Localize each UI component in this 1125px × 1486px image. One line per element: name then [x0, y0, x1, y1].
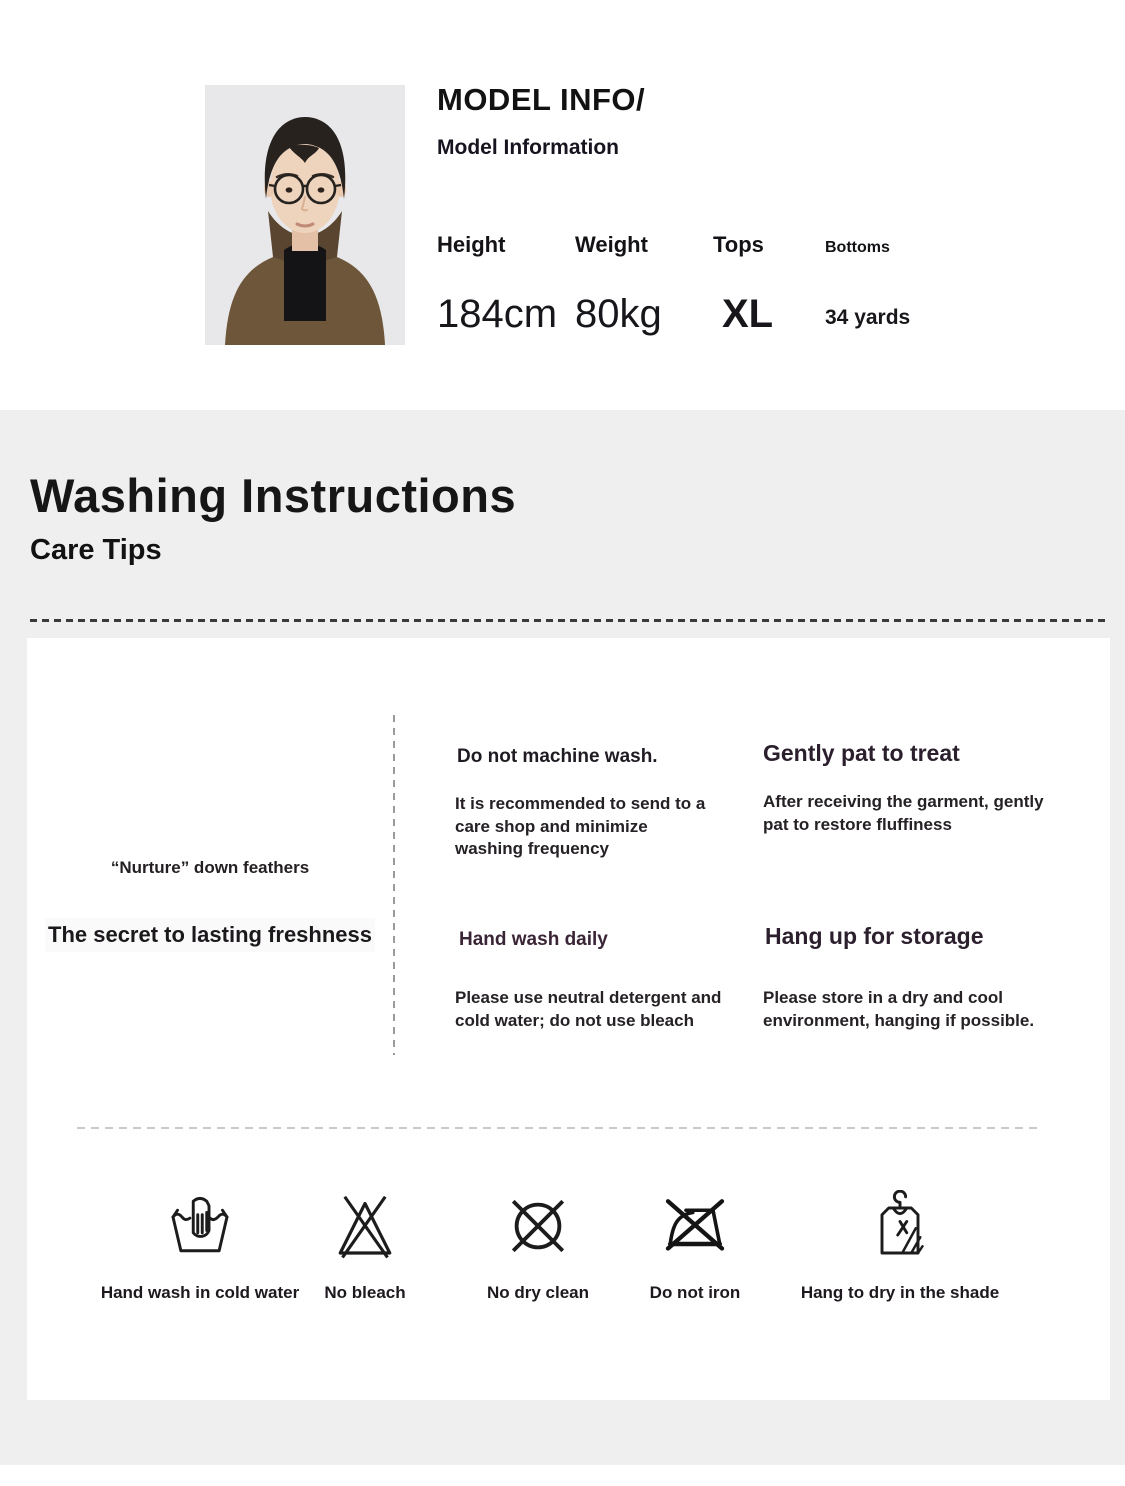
stat-value-tops: XL — [722, 292, 774, 336]
tip-body-hand-wash-daily: Please use neutral detergent and cold water; do not use bleach — [455, 988, 722, 1030]
stat-label-weight: Weight — [575, 232, 648, 257]
hand-wash-icon — [164, 1190, 236, 1262]
hang-dry-shade-icon — [864, 1190, 936, 1262]
tip-body-gently-pat: After receiving the garment, gently pat to restore fluffiness — [763, 792, 1044, 834]
care-symbol-hang-dry — [785, 1190, 1015, 1303]
care-symbol-label: No bleach — [324, 1283, 406, 1302]
model-info-subtitle: Model Information — [437, 136, 619, 159]
no-dry-clean-icon — [502, 1190, 574, 1262]
stat-label-height: Height — [437, 232, 506, 257]
feature-headline: The secret to lasting freshness — [45, 918, 375, 952]
care-symbol-label: Hang to dry in the shade — [800, 1283, 1000, 1302]
care-section-title: Washing Instructions — [30, 469, 517, 522]
vertical-dashed-divider — [393, 715, 395, 1055]
bottom-white-strip — [0, 1465, 1125, 1486]
care-section — [0, 410, 1125, 1465]
model-portrait-illustration — [205, 85, 405, 345]
care-tips-card — [27, 638, 1110, 1400]
tip-heading-no-machine-wash: Do not machine wash. — [457, 746, 658, 767]
model-info-title: MODEL INFO/ — [437, 82, 646, 117]
dark-dashed-divider — [30, 619, 1110, 622]
feature-tagline: “Nurture” down feathers — [110, 858, 310, 877]
care-section-subtitle: Care Tips — [30, 534, 162, 566]
care-symbol-do-not-iron — [580, 1190, 810, 1303]
do-not-iron-icon — [659, 1190, 731, 1262]
no-bleach-icon — [329, 1190, 401, 1262]
stat-label-tops: Tops — [713, 232, 764, 257]
care-symbol-label: Hand wash in cold water — [100, 1283, 300, 1302]
care-symbol-label: Do not iron — [649, 1283, 741, 1302]
tip-heading-hand-wash-daily: Hand wash daily — [459, 929, 608, 950]
tip-heading-gently-pat: Gently pat to treat — [763, 740, 960, 766]
stat-value-bottoms: 34 yards — [825, 306, 911, 329]
light-dashed-divider — [77, 1127, 1040, 1129]
tip-heading-hang-up-storage: Hang up for storage — [765, 923, 984, 949]
care-symbol-label: No dry clean — [486, 1283, 590, 1302]
model-photo — [205, 85, 405, 345]
stat-value-height: 184cm — [437, 292, 558, 336]
tip-body-no-machine-wash: It is recommended to send to a care shop and minimize washing frequency — [455, 794, 706, 859]
tip-body-hang-up-storage: Please store in a dry and cool environment, hanging if possible. — [763, 988, 1035, 1030]
stat-value-weight: 80kg — [575, 292, 662, 336]
stat-label-bottoms: Bottoms — [825, 239, 890, 256]
